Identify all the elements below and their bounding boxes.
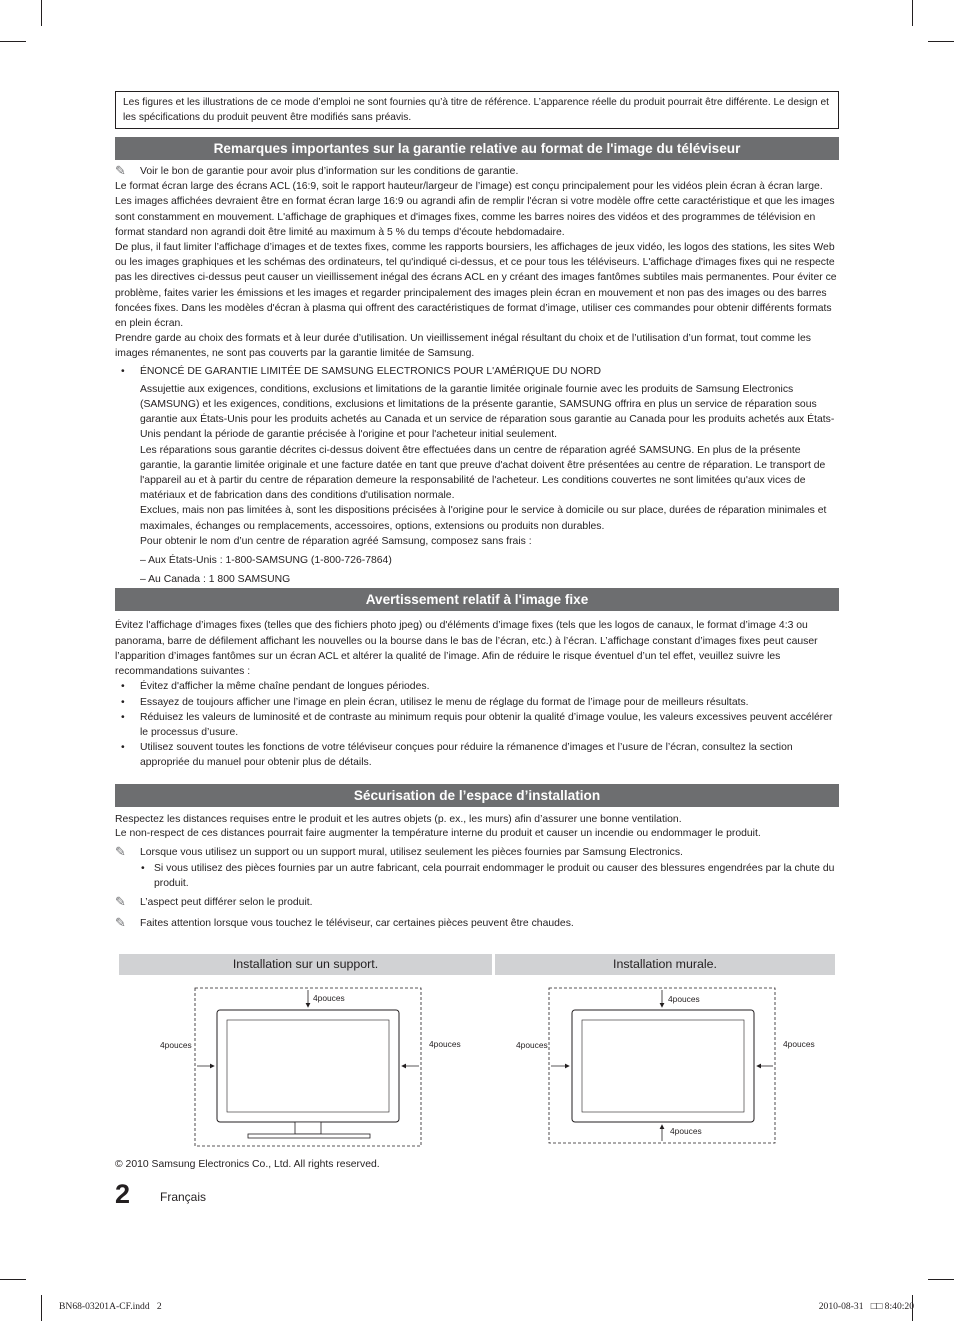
page-content	[115, 91, 839, 932]
clearance-label-right: 4pouces	[429, 1039, 461, 1049]
list-item	[115, 695, 839, 710]
bullet-icon: •	[121, 711, 125, 723]
list-item-text: Essayez de toujours afficher une l’image en plein écran, utilisez le menu de réglage du format de l’image pour de meilleurs résultats.	[140, 696, 749, 708]
crop-mark	[928, 1279, 954, 1280]
bullet-icon: •	[121, 681, 125, 693]
clearance-label-left: 4pouces	[516, 1040, 548, 1050]
note-text: Voir le bon de garantie pour avoir plus d’information sur les conditions de garantie.	[140, 166, 519, 177]
warranty-details	[115, 382, 839, 588]
note	[115, 843, 839, 861]
list-item-text: Réduisez les valeurs de luminosité et de contraste au minimum requis pour obtenir la qualité d’image voulue, les valeurs excessives peuvent accélérer le processus d’usure.	[140, 711, 833, 738]
tv-frame	[217, 1010, 399, 1122]
section-title-installation: Sécurisation de l’espace d’installation	[115, 784, 839, 807]
paragraph: Prendre garde au choix des formats et à leur durée d’utilisation. Un vieillissement inégal résultant du choix et de l’utilisation d’un format, tout comme les images rémanentes, ne sont pas couverts par la garantie limitée de Samsung.	[115, 333, 811, 360]
tv-frame	[572, 1010, 754, 1122]
pencil-note-icon: ✎	[115, 163, 126, 178]
clearance-boundary	[195, 988, 421, 1146]
clearance-label-bottom: 4pouces	[670, 1126, 702, 1136]
copyright: © 2010 Samsung Electronics Co., Ltd. All rights reserved.	[115, 1159, 380, 1170]
crop-mark	[41, 1295, 42, 1321]
clearance-label-right: 4pouces	[783, 1039, 815, 1049]
list-item	[115, 364, 839, 379]
clearance-label-top: 4pouces	[668, 994, 700, 1004]
phone-canada: – Au Canada : 1 800 SAMSUNG	[140, 574, 291, 586]
paragraph: Pour obtenir le nom d’un centre de réparation agréé Samsung, composez sans frais :	[140, 535, 532, 547]
tv-screen	[582, 1020, 744, 1112]
paragraph: Le non-respect de ces distances pourrait faire augmenter la température interne du produit et causer un incendie ou endommager le produit.	[115, 828, 761, 840]
warranty-heading: ÉNONCÉ DE GARANTIE LIMITÉE DE SAMSUNG ELECTRONICS POUR L'AMÉRIQUE DU NORD	[140, 365, 601, 377]
installation-section	[115, 813, 839, 932]
list-item-text: Évitez d'afficher la même chaîne pendant de longues périodes.	[140, 681, 430, 693]
clearance-label-left: 4pouces	[160, 1040, 192, 1050]
phone-us: – Aux États-Unis : 1-800-SAMSUNG (1-800-726-7864)	[140, 555, 392, 567]
page-number: 2	[115, 1179, 131, 1209]
paragraph: De plus, il faut limiter l’affichage d’images et de textes fixes, comme les rapports boursiers, les affichages de jeux vidéo, les logos des stations, les sites Web ou les images graphiques et les schémas des ordinateurs, tel qu'indiqué ci-dessus, et ce pour tous les téléviseurs. L'affichage d'images fixes qui ne respecte pas les directives ci-dessus peut causer un vieillissement inégal des écrans ACL en y créant des images fantômes subtiles mais permanentes. Pour éviter ce problème, faites varier les émissions et les images et regarder principalement des images plein écran en mouvement et non pas des images ou des barres foncées fixes. Dans les modèles d'écran à plasma qui offrent des caractéristiques de format d’image, utiliser ces commandes pour obtenir différents formats en plein écran.	[115, 242, 837, 330]
paragraph: Exclues, mais non pas limitées à, sont les dispositions précisées à l'origine pour le service à domicile ou sur place, durées de réparation minimales et maximales, échanges ou remplacements, accessoires, options, extensions ou produits non durables.	[140, 505, 827, 532]
paragraph: Les réparations sous garantie décrites ci-dessus doivent être effectuées dans un centre de réparation agréé SAMSUNG. En plus de la présente garantie, la garantie limitée originale et une facture datée en tant que preuve d'achat doivent être présentées au centre de réparation. Le transport de l'appareil au et à partir du centre de réparation demeure la responsabilité de l'acheteur. Les conditions couvertes ne sont limitées qu'aux vices de matériaux et de fabrication dans des conditions d'utilisation normale.	[140, 444, 826, 502]
section-title-warranty: Remarques importantes sur la garantie relative au format de l'image du téléviseur	[115, 137, 839, 160]
list-item	[115, 679, 839, 694]
tv-stand-neck	[295, 1122, 321, 1134]
note	[115, 917, 839, 932]
section-title-still-image: Avertissement relatif à l'image fixe	[115, 588, 839, 611]
note	[115, 164, 839, 179]
crop-mark	[928, 41, 954, 42]
language-label: Français	[160, 1190, 207, 1204]
list-item-text: Utilisez souvent toutes les fonctions de votre téléviseur conçues pour réduire la rémanence d’images et l’usure de l’écran, consultez la section appropriée du manuel pour obtenir plus de détails.	[140, 742, 793, 769]
disclaimer-text: Les figures et les illustrations de ce mode d’emploi ne sont fournies qu’à titre de référence. L’apparence réelle du produit pourrait être différente. Le design et les spécifications du produit peuvent être modifiés sans préavis.	[123, 97, 830, 123]
paragraph: Le format écran large des écrans ACL (16:9, soit le rapport hauteur/largeur de l’image) est conçu principalement pour les vidéos plein écran à écran large. Les images affichées devraient être en format écran large 16:9 ou agrandi afin de remplir l'écran si votre modèle offre cette caractéristique et que les images sont constamment en mouvement. L'affichage de graphiques et d'images fixes, comme les barres noires des vidéos et des programmes de télévision en format standard non agrandi doit être limité au maximum à 5 % du temps d'écoute hebdomadaire.	[115, 181, 835, 238]
date-slug: 2010-08-31 □□ 8:40:20	[818, 1301, 914, 1312]
crop-mark	[41, 0, 42, 26]
paragraph: Évitez l'affichage d’images fixes (telles que des fichiers photo jpeg) ou d'éléments d’image fixes (tels que les logos de canaux, le format d’image 4:3 ou panorama, barre de défilement affichant les nouvelles ou la bourse dans le bas de l’écran, etc.) à l’écran. L’affichage constant d’images fixes peut causer l’apparition d’images fantômes sur un écran ACL et altérer la qualité de l’image. Afin de réduire le risque éventuel d’un tel effet, veuillez suivre les recommandations suivantes :	[115, 620, 818, 678]
wall-diagram	[516, 988, 815, 1143]
note-text: Lorsque vous utilisez un support ou un support mural, utilisez seulement les pièces fournies par Samsung Electronics.	[140, 846, 683, 858]
pencil-note-icon: ✎	[115, 843, 126, 859]
list-item	[115, 862, 839, 891]
paragraph: Respectez les distances requises entre le produit et les autres objets (p. ex., les murs) afin d’assurer une bonne ventilation.	[115, 813, 682, 825]
pencil-note-icon: ✎	[115, 915, 126, 931]
crop-mark	[0, 41, 26, 42]
clearance-label-top: 4pouces	[313, 993, 345, 1003]
disclaimer-box	[115, 91, 839, 129]
pencil-note-icon: ✎	[115, 894, 126, 910]
file-slug: BN68-03201A-CF.indd 2	[59, 1301, 162, 1312]
note-text: L’aspect peut différer selon le produit.	[140, 897, 313, 909]
stand-install-header: Installation sur un support.	[119, 954, 492, 975]
warranty-section	[115, 164, 839, 587]
crop-mark	[0, 1279, 26, 1280]
list-item-text: Si vous utilisez des pièces fournies par un autre fabricant, cela pourrait endommager le produit ou causer des blessures engendrées par la chute du produit.	[154, 863, 835, 889]
note-text: Faites attention lorsque vous touchez le téléviseur, car certaines pièces peuvent être chaudes.	[140, 918, 574, 930]
still-image-section	[115, 618, 839, 770]
tv-stand-base	[248, 1134, 370, 1138]
paragraph: Assujettie aux exigences, conditions, exclusions et limitations de la garantie limitée originale fournie avec les produits de Samsung Electronics (SAMSUNG) et les exigences, conditions, exclusions et limitations de la présente garantie, SAMSUNG offrira en plus un service de réparation sous garantie aux États-Unis pour les produits achetés au Canada et un service de réparation sous garantie au Canada pour les produits achetés aux États-Unis pendant la période de garantie précisée à l'origine et pour l'acheteur initial seulement.	[140, 383, 835, 441]
list-item	[115, 710, 839, 740]
tv-screen	[227, 1020, 389, 1112]
stand-diagram	[160, 988, 461, 1146]
note	[115, 896, 839, 911]
list-item	[115, 740, 839, 770]
bullet-icon: •	[121, 742, 125, 754]
bullet-icon: •	[141, 863, 145, 875]
bullet-icon: •	[121, 365, 125, 377]
bullet-icon: •	[121, 696, 125, 708]
clearance-boundary	[549, 988, 775, 1143]
wall-install-header: Installation murale.	[495, 954, 835, 975]
crop-mark	[912, 0, 913, 26]
